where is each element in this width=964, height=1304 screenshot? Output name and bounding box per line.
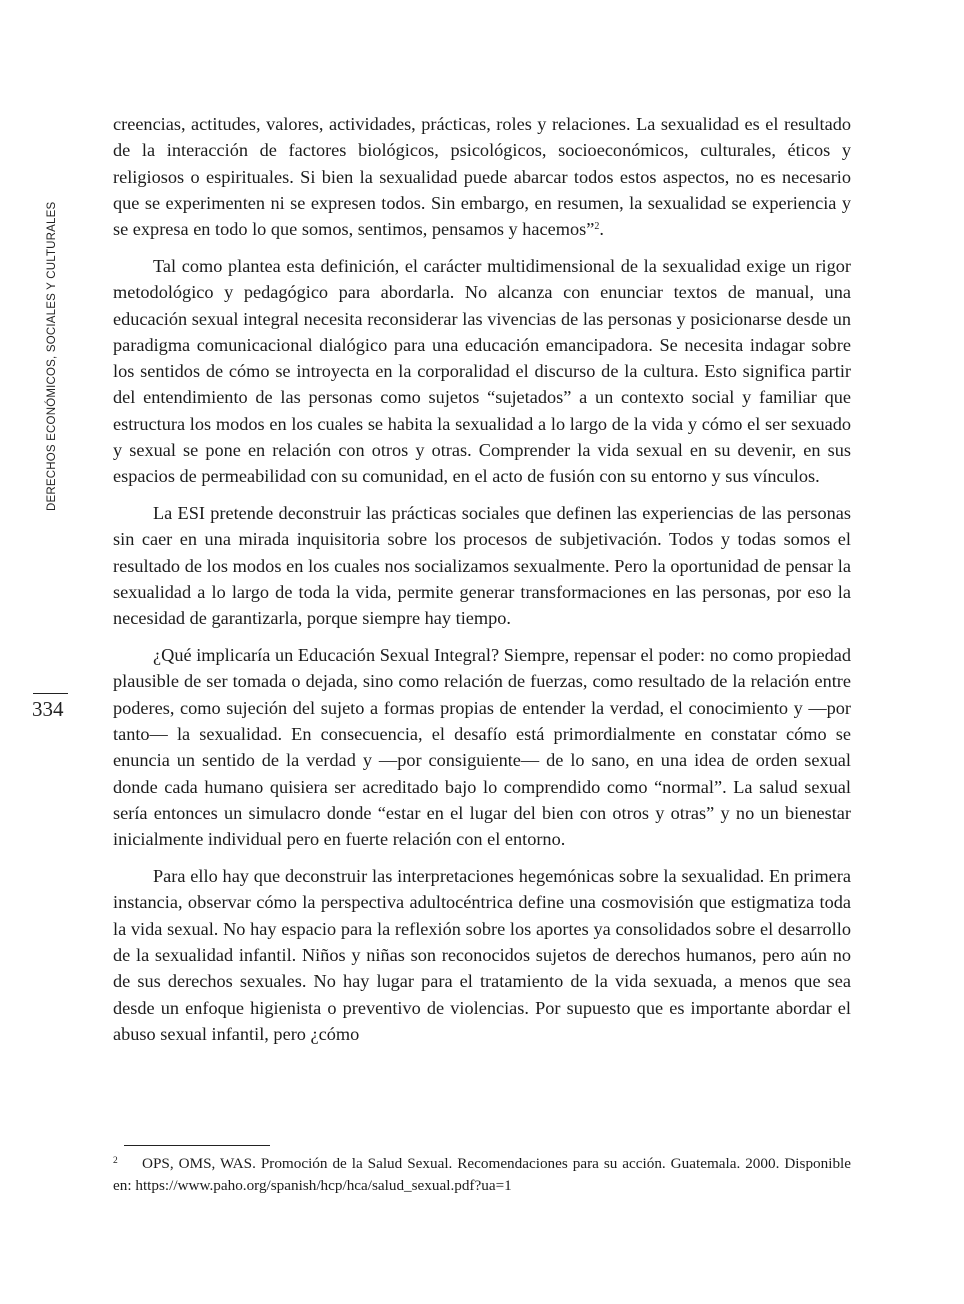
- footnote-reference: 2: [594, 221, 600, 233]
- running-head: DERECHOS ECONÓMICOS, SOCIALES Y CULTURALES: [46, 201, 58, 511]
- paragraph: Tal como plantea esta definición, el carácter multidimensional de la sexualidad exige un rigor metodológico y pedagógico para abordarla. No alcanza con enunciar textos de manual, una educación sexual integral necesita reconsiderar las vivencias de las personas y posicionarse desde un paradigma comunicacional dialógico para una educación emancipadora. Se necesita indagar sobre los sentidos de cómo se introyecta en la corporalidad el discurso de la cultura. Esto significa partir del entendimiento de las personas como sujetos “sujetados” a un contexto social y familiar que estructura los modos en los cuales se habita la sexualidad a lo largo de la vida y cómo el ser sexuado y sexual se pone en relación con otros y otras. Comprender la vida sexual en su devenir, en sus espacios de permeabilidad con su comunidad, en el acto de fusión con su entorno y sus vínculos.: [113, 255, 851, 487]
- body-text: [113, 111, 851, 1058]
- footnote-mark: 2: [113, 1156, 118, 1166]
- paragraph: Para ello hay que deconstruir las interpretaciones hegemónicas sobre la sexualidad. En primera instancia, observar cómo la perspectiva adultocéntrica define una cosmovisión que estigmatiza toda la vida sexual. No hay espacio para la reflexión sobre los aportes ya consolidados sobre el desarrollo de la sexualidad infantil. Niños y niñas son reconocidos sujetos de derechos humanos, pero aún no de sus derechos sexuales. No hay lugar para el tratamiento de la vida sexuada, a menos que sea desde un enfoque higienista o preventivo de violencias. Por supuesto que es importante abordar el abuso sexual infantil, pero ¿cómo: [113, 866, 851, 1044]
- footnote-rule: [124, 1145, 270, 1146]
- paragraph-continued: [113, 111, 851, 242]
- page-number: 334: [32, 697, 64, 721]
- paragraph: ¿Qué implicaría un Educación Sexual Integral? Siempre, repensar el poder: no como propiedad plausible de ser tomada o dejada, sino como relación de fuerzas, como resultado de la relación entre poderes, como sujeción del sujeto a formas propias de entender la verdad, el conocimiento y —por tanto— la sexualidad. En consecuencia, el desafío está primordialmente en constatar cómo se enuncia un sentido de la verdad y —por consiguiente— de lo sano, en una idea de orden sexual donde cada humano quisiera ser acreditado bajo lo comprendido como “normal”. La salud sexual sería entonces un simulacro donde “estar en el lugar del bien con otros y otras” y no un bienestar inicialmente individual pero en fuerte relación con el entorno.: [113, 645, 851, 850]
- footnote: [113, 1153, 851, 1196]
- paragraph-text: creencias, actitudes, valores, actividades, prácticas, roles y relaciones. La sexualidad es el resultado de la interacción de factores biológicos, psicológicos, socioeconómicos, culturales, éticos y religiosos o espirituales. Si bien la sexualidad puede abarcar todos estos aspectos, no es necesario que se experimenten ni se expresen todos. Sin embargo, en resumen, la sexualidad se experiencia y se expresa en todo lo que somos, sentimos, pensamos y hacemos”: [113, 114, 851, 240]
- footnote-text: OPS, OMS, WAS. Promoción de la Salud Sexual. Recomendaciones para su acción. Guatemala. 2000. Disponible en: https://www.paho.org/spanish/hcp/hca/salud_sexual.pdf?ua=1: [113, 1155, 851, 1194]
- paragraph-trailing: .: [599, 219, 604, 240]
- paragraph: La ESI pretende deconstruir las prácticas sociales que definen las experiencias de las personas sin caer en una mirada inquisitoria sobre los procesos de subjetivación. Todos y todas somos el resultado de los modos en los cuales nos socializamos sexualmente. Pero la oportunidad de pensar la sexualidad a lo largo de toda la vida, permite generar transformaciones en las personas, por eso la necesidad de garantizarla, porque siempre hay tiempo.: [113, 503, 851, 629]
- folio-rule: [33, 693, 68, 694]
